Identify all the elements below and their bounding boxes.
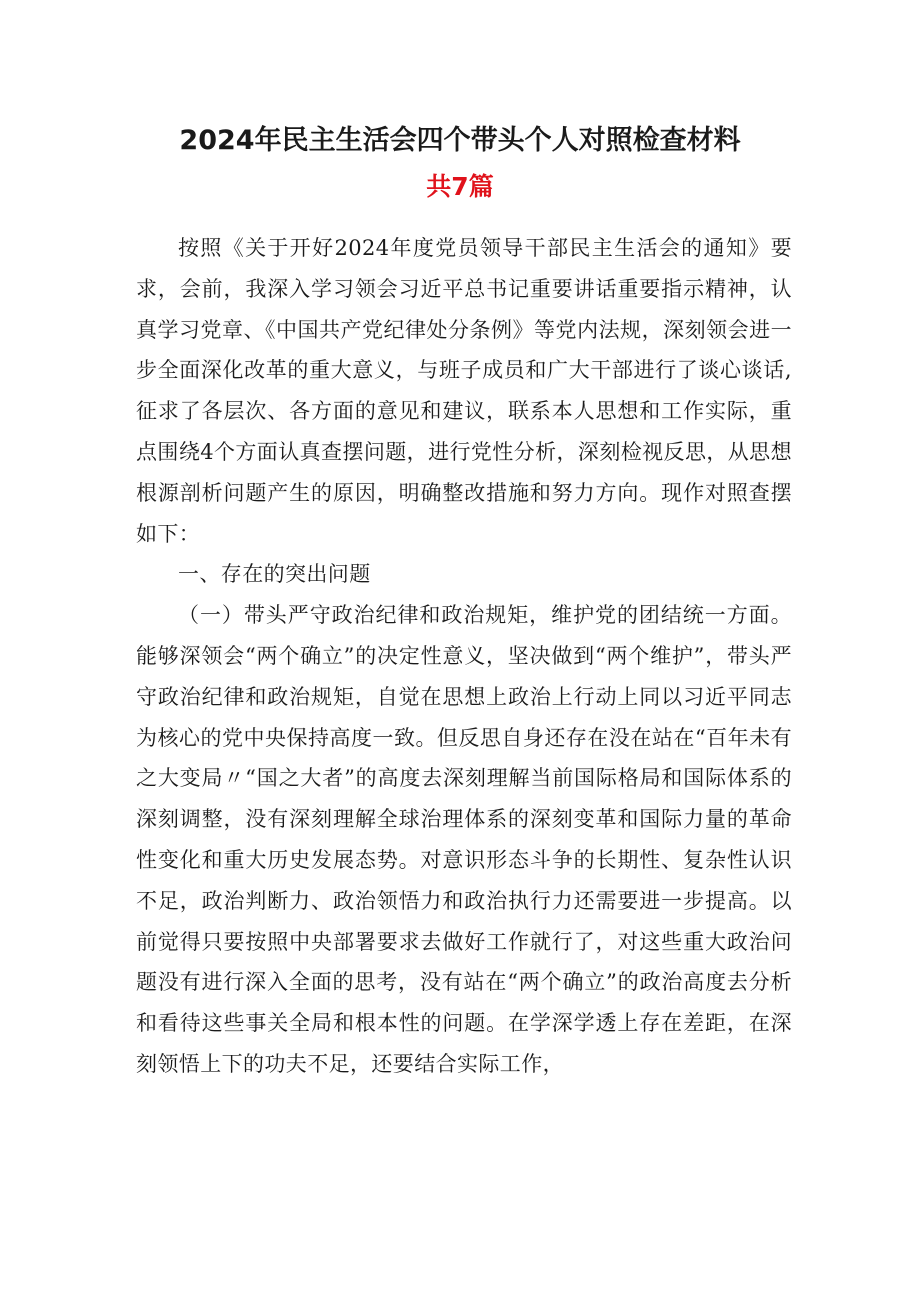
document-title: 2024年民主生活会四个带头个人对照检查材料	[179, 125, 741, 156]
intro-paragraph: 按照《关于开好2024年度党员领导干部民主生活会的通知》要求，会前，我深入学习领会习近平总书记重要讲话重要指示精神，认真学习党章、《中国共产党纪律处分条例》等党内法规，深刻领会进一步全面深化改革的重大意义，与班子成员和广大干部进行了谈心谈话,征求了各层次、各方面的意见和建议，联系本人思想和工作实际，重点围绕4个方面认真查摆问题，进行党性分析，深刻检视反思，从思想根源剖析问题产生的原因，明确整改措施和努力方向。现作对照查摆如下：	[136, 236, 792, 546]
section-heading: 一、存在的突出问题	[178, 562, 371, 587]
document-subtitle: 共7篇	[426, 172, 494, 201]
body-paragraph: （一）带头严守政治纪律和政治规矩，维护党的团结统一方面。能够深领会“两个确立”的决定性意义，坚决做到“两个维护”，带头严守政治纪律和政治规矩，自觉在思想上政治上行动上同以习近平同志为核心的党中央保持高度一致。但反思自身还存在没在站在“百年未有之大变局〃“国之大者”的高度去深刻理解当前国际格局和国际体系的深刻调整，没有深刻理解全球治理体系的深刻变革和国际力量的革命性变化和重大历史发展态势。对意识形态斗争的长期性、复杂性认识不足，政治判断力、政治领悟力和政治执行力还需要进一步提高。以前觉得只要按照中央部署要求去做好工作就行了，对这些重大政治问题没有进行深入全面的思考，没有站在“两个确立”的政治高度去分析和看待这些事关全局和根本性的问题。在学深学透上存在差距，在深刻领悟上下的功夫不足，还要结合实际工作，	[136, 603, 792, 1076]
document-body	[136, 228, 792, 1085]
